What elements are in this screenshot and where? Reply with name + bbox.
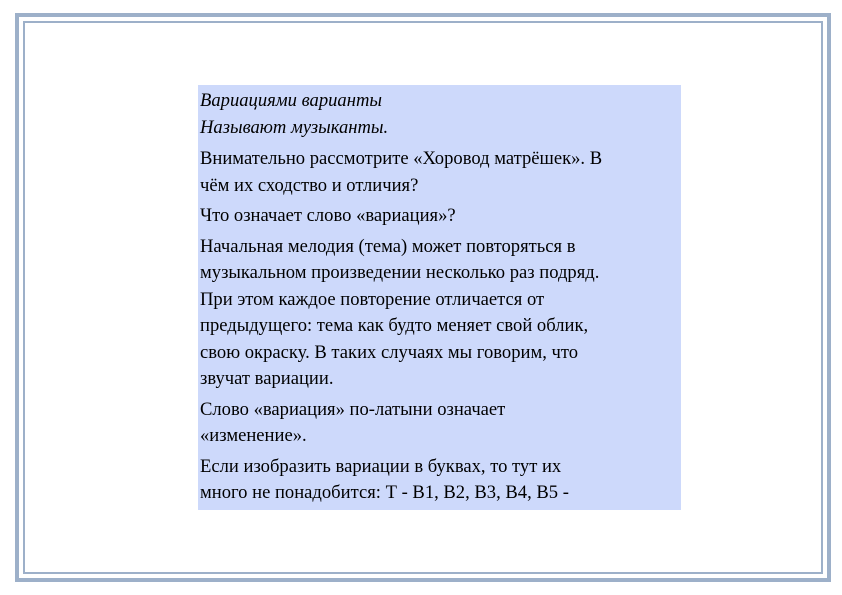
paragraph-task (200, 146, 677, 199)
paragraph-letters (200, 454, 677, 507)
poem-line: Называют музыканты. (200, 116, 389, 138)
poem-line: Вариациями варианты (200, 90, 382, 111)
text-line: При этом каждое повторение отличается от (200, 288, 545, 310)
paragraph-explanation (200, 234, 677, 393)
text-line: Слово «вариация» по-латыни означает (200, 398, 506, 420)
poem-epigraph (200, 88, 677, 141)
text-line: «изменение». (200, 425, 307, 446)
text-line: много не понадобится: Т - В1, В2, В3, В4, В5 - (200, 482, 569, 503)
paragraph-latin-meaning (200, 397, 677, 450)
text-line: свою окраску. В таких случаях мы говорим, что (200, 341, 579, 363)
text-line: Внимательно рассмотрите «Хоровод матрёшек». В (200, 148, 603, 169)
text-box (198, 85, 681, 510)
text-line: Что означает слово «вариация»? (200, 205, 456, 226)
text-line: предыдущего: тема как будто меняет свой облик, (200, 315, 589, 336)
text-line: чём их сходство и отличия? (200, 174, 419, 196)
text-line: звучат вариации. (200, 368, 334, 389)
text-line: музыкальном произведении несколько раз подряд. (200, 262, 600, 283)
text-line: Начальная мелодия (тема) может повторяться в (200, 235, 576, 257)
paragraph-question (200, 203, 677, 230)
text-line: Если изобразить вариации в буквах, то тут их (200, 455, 562, 477)
